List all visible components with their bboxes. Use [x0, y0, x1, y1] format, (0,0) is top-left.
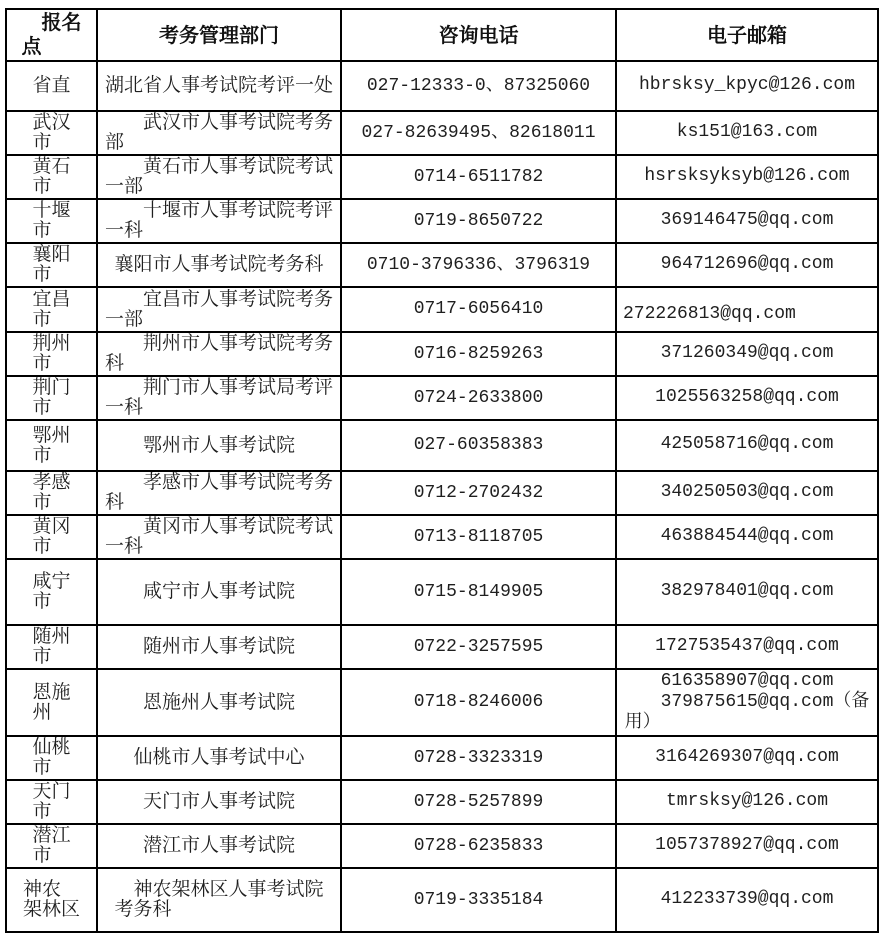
cell-text: 鄂州 市	[32, 424, 71, 466]
cell-text: 黄石市人事考试院考试 一部	[104, 156, 333, 197]
cell-department	[97, 332, 341, 376]
cell-text: hbrsksy_kpyc@126.com	[638, 74, 856, 95]
cell-registration-site	[6, 111, 97, 155]
table-row	[6, 669, 878, 736]
cell-text: 425058716@qq.com	[660, 434, 834, 455]
table-row	[6, 736, 878, 780]
cell-email	[616, 243, 878, 287]
cell-text: 省直	[32, 75, 71, 97]
table-row	[6, 471, 878, 515]
cell-email	[616, 471, 878, 515]
cell-email	[616, 287, 878, 332]
cell-text: 黄冈 市	[32, 516, 71, 557]
phone-number: 027-12333-0、87325060	[366, 75, 591, 96]
cell-text: 340250503@qq.com	[660, 481, 834, 502]
cell-department	[97, 471, 341, 515]
cell-text: 仙桃市人事考试中心	[133, 747, 305, 769]
cell-phone	[341, 199, 616, 243]
cell-department	[97, 868, 341, 932]
cell-phone	[341, 61, 616, 111]
cell-text: 孝感 市	[32, 472, 71, 513]
cell-text: tmrsksy@126.com	[665, 790, 829, 811]
cell-registration-site	[6, 824, 97, 868]
header-department	[97, 9, 341, 61]
cell-text: 宜昌 市	[32, 288, 71, 330]
cell-text: 随州市人事考试院	[142, 636, 295, 658]
cell-department	[97, 111, 341, 155]
cell-text: 463884544@qq.com	[660, 525, 834, 546]
cell-department	[97, 625, 341, 669]
cell-text: ks151@163.com	[676, 121, 818, 142]
cell-phone	[341, 515, 616, 559]
cell-phone	[341, 420, 616, 471]
table-row	[6, 824, 878, 868]
cell-text: 鄂州市人事考试院	[142, 434, 295, 456]
cell-text: 382978401@qq.com	[660, 580, 834, 601]
cell-email	[616, 111, 878, 155]
cell-text: 考务管理部门	[159, 24, 279, 47]
cell-text: 孝感市人事考试院考务 科	[104, 472, 333, 513]
cell-email	[616, 559, 878, 625]
table-row	[6, 243, 878, 287]
cell-registration-site	[6, 155, 97, 199]
cell-text: 964712696@qq.com	[660, 253, 834, 274]
cell-department	[97, 559, 341, 625]
table-row	[6, 155, 878, 199]
cell-email	[616, 515, 878, 559]
cell-department	[97, 376, 341, 420]
cell-phone	[341, 868, 616, 932]
cell-registration-site	[6, 376, 97, 420]
cell-department	[97, 420, 341, 471]
cell-text: 神农架林区人事考试院 考务科	[114, 879, 324, 920]
cell-phone	[341, 243, 616, 287]
cell-registration-site	[6, 243, 97, 287]
cell-text: 宜昌市人事考试院考务 一部	[104, 288, 333, 330]
cell-department	[97, 155, 341, 199]
contact-table	[5, 8, 879, 933]
cell-phone	[341, 736, 616, 780]
cell-department	[97, 287, 341, 332]
cell-text: 412233739@qq.com	[660, 888, 834, 909]
cell-phone	[341, 559, 616, 625]
phone-number: 0728-3323319	[413, 747, 544, 768]
table-row	[6, 515, 878, 559]
cell-text: 恩施州人事考试院	[142, 691, 295, 713]
phone-number: 027-60358383	[413, 435, 544, 455]
cell-phone	[341, 376, 616, 420]
cell-text: 371260349@qq.com	[660, 342, 834, 363]
cell-phone	[341, 111, 616, 155]
cell-registration-site	[6, 515, 97, 559]
cell-text: 1025563258@qq.com	[655, 386, 839, 407]
cell-text: 1057378927@qq.com	[655, 834, 839, 855]
cell-text: 3164269307@qq.com	[655, 746, 839, 767]
cell-text: 仙桃 市	[32, 737, 71, 778]
cell-department	[97, 243, 341, 287]
cell-email	[616, 420, 878, 471]
cell-department	[97, 824, 341, 868]
cell-department	[97, 669, 341, 736]
cell-text: 天门 市	[32, 781, 71, 822]
table-row	[6, 625, 878, 669]
cell-department	[97, 199, 341, 243]
phone-number: 0722-3257595	[413, 636, 544, 657]
cell-text: 武汉市人事考试院考务 部	[104, 112, 333, 153]
phone-number: 0718-8246006	[413, 692, 544, 712]
cell-text: 1727535437@qq.com	[655, 635, 839, 656]
cell-text: 潜江 市	[32, 825, 71, 866]
table-row	[6, 111, 878, 155]
cell-registration-site	[6, 780, 97, 824]
cell-registration-site	[6, 420, 97, 471]
cell-text: 荆州 市	[32, 333, 71, 374]
table-row	[6, 780, 878, 824]
phone-number: 0719-8650722	[413, 210, 544, 231]
phone-number: 0724-2633800	[413, 387, 544, 408]
cell-phone	[341, 669, 616, 736]
cell-department	[97, 736, 341, 780]
cell-phone	[341, 625, 616, 669]
phone-number: 0716-8259263	[413, 343, 544, 364]
cell-department	[97, 515, 341, 559]
cell-email	[616, 625, 878, 669]
cell-email	[616, 199, 878, 243]
header-phone	[341, 9, 616, 61]
cell-text: 襄阳 市	[32, 244, 71, 285]
cell-email	[616, 155, 878, 199]
table-row	[6, 420, 878, 471]
cell-email	[616, 61, 878, 111]
phone-number: 0714-6511782	[413, 166, 544, 187]
phone-number: 0728-6235833	[413, 835, 544, 856]
table-row	[6, 376, 878, 420]
phone-number: 0728-5257899	[413, 791, 544, 812]
cell-email	[616, 332, 878, 376]
cell-text: 369146475@qq.com	[660, 209, 834, 230]
table-body	[6, 61, 878, 932]
table-row	[6, 332, 878, 376]
cell-phone	[341, 471, 616, 515]
table-row	[6, 559, 878, 625]
cell-registration-site	[6, 61, 97, 111]
cell-text: 恩施 州	[32, 681, 71, 723]
cell-text: 十堰 市	[32, 200, 71, 241]
header-email	[616, 9, 878, 61]
cell-text: 神农 架林区	[22, 879, 80, 920]
cell-email	[616, 736, 878, 780]
cell-text: 湖北省人事考试院考评一处	[104, 75, 333, 97]
cell-text: 随州 市	[32, 626, 71, 667]
cell-text: 咸宁 市	[32, 571, 71, 612]
cell-text: 616358907@qq.com 379875615@qq.com（备 用）	[624, 671, 870, 733]
cell-text: 黄冈市人事考试院考试 一科	[104, 516, 333, 557]
cell-registration-site	[6, 736, 97, 780]
cell-phone	[341, 780, 616, 824]
cell-text: 荆州市人事考试院考务 科	[104, 333, 333, 374]
phone-number: 0717-6056410	[413, 299, 544, 319]
cell-email	[616, 669, 878, 736]
cell-registration-site	[6, 332, 97, 376]
cell-registration-site	[6, 199, 97, 243]
header-registration-site	[6, 9, 97, 61]
phone-number: 0712-2702432	[413, 482, 544, 503]
header-row	[6, 9, 878, 61]
cell-text: 荆门市人事考试局考评 一科	[104, 377, 333, 418]
cell-text: hsrsksyksyb@126.com	[644, 165, 850, 186]
cell-registration-site	[6, 471, 97, 515]
cell-registration-site	[6, 559, 97, 625]
cell-phone	[341, 824, 616, 868]
phone-number: 0719-3335184	[413, 889, 544, 910]
cell-phone	[341, 155, 616, 199]
cell-text: 天门市人事考试院	[142, 791, 295, 813]
phone-number: 0710-3796336、3796319	[366, 254, 591, 275]
cell-email	[616, 780, 878, 824]
cell-email	[616, 376, 878, 420]
cell-phone	[341, 332, 616, 376]
cell-department	[97, 780, 341, 824]
cell-text: 襄阳市人事考试院考务科	[114, 254, 324, 276]
cell-text: 黄石 市	[32, 156, 71, 197]
cell-registration-site	[6, 287, 97, 332]
table-row	[6, 61, 878, 111]
cell-text: 咸宁市人事考试院	[142, 581, 295, 603]
phone-number: 0713-8118705	[413, 526, 544, 547]
cell-email	[616, 824, 878, 868]
cell-registration-site	[6, 669, 97, 736]
table-row	[6, 287, 878, 332]
cell-text: 十堰市人事考试院考评 一科	[104, 200, 333, 241]
table-row	[6, 199, 878, 243]
cell-text: 荆门 市	[32, 377, 71, 418]
cell-text: 武汉 市	[32, 112, 71, 153]
table-row	[6, 868, 878, 932]
cell-text: 咨询电话	[438, 24, 519, 47]
cell-registration-site	[6, 868, 97, 932]
phone-number: 027-82639495、82618011	[361, 122, 596, 143]
cell-text: 潜江市人事考试院	[142, 835, 295, 857]
cell-registration-site	[6, 625, 97, 669]
cell-text: 电子邮箱	[707, 24, 787, 47]
phone-number: 0715-8149905	[413, 581, 544, 602]
cell-text: 报名 点	[21, 12, 82, 58]
cell-phone	[341, 287, 616, 332]
cell-email	[616, 868, 878, 932]
cell-text: 272226813@qq.com	[623, 303, 796, 324]
table-header	[6, 9, 878, 61]
cell-department	[97, 61, 341, 111]
